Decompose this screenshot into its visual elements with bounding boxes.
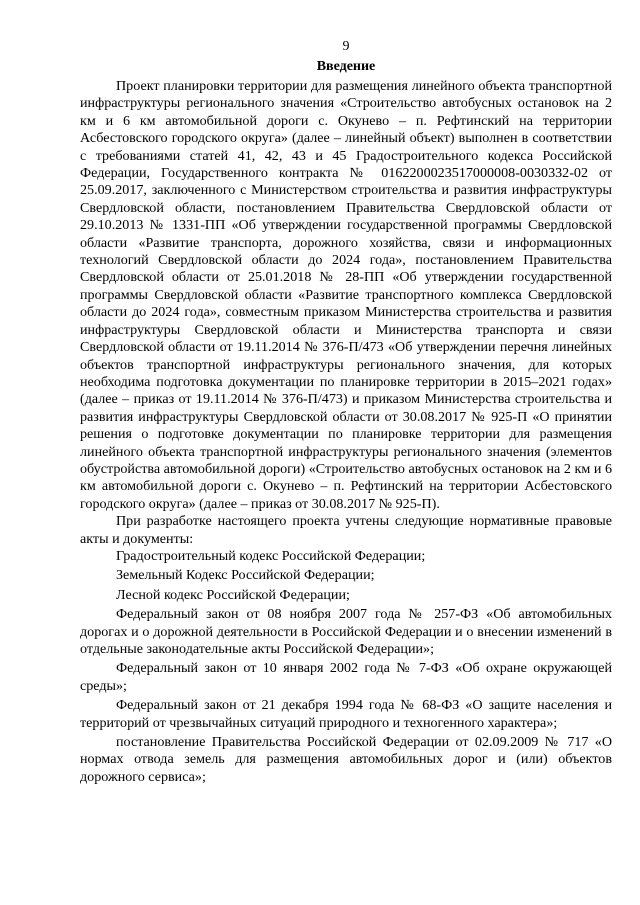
acts-list <box>80 548 612 786</box>
section-heading: Введение <box>316 59 376 74</box>
list-item: Федеральный закон от 10 января 2002 года № 7-ФЗ «Об охране окружающей среды»; <box>80 660 612 694</box>
intro-paragraph: Проект планировки территории для размещения линейного объекта транспортной инфраструктуры регионального значения «Строительство автобусных остановок на 2 км и 6 км автомобильной дороги с. Окунево – п. Рефтинский на территории Асбестовского городского округа» (далее – линейный объект) выполнен в соответствии с требованиями статей 41, 42, 43 и 45 Градостроительного кодекса Российской Федерации, Государственного контракта № 0162200023517000008-0030332-02 от 25.09.2017, заключенного с Министерством строительства и развития инфраструктуры Свердловской области, постановлением Правительства Свердловской области от 29.10.2013 № 1331-ПП «Об утверждении государственной программы Свердловской области «Развитие транспорта, дорожного хозяйства, связи и информационных технологий Свердловской области до 2024 года», постановлением Правительства Свердловской области от 25.01.2018 № 28-ПП «Об утверждении государственной программы Свердловской области «Развитие транспортного комплекса Свердловской области до 2024 года», совместным приказом Министерства строительства и развития инфраструктуры Свердловской области и Министерства транспорта и связи Свердловской области от 19.11.2014 № 376-П/473 «Об утверждении перечня линейных объектов транспортной инфраструктуры регионального значения, для которых необходима подготовка документации по планировке территории в 2015–2021 годах» (далее – приказ от 19.11.2014 № 376-П/473) и приказом Министерства строительства и развития инфраструктуры Свердловской области от 30.08.2017 № 925-П «О принятии решения о подготовке документации по планировке территории для размещения линейного объекта транспортной инфраструктуры регионального значения (элементов обустройства автомобильной дороги) «Строительство автобусных остановок на 2 км и 6 км автомобильной дороги с. Окунево – п. Рефтинский на территории Асбестовского городского округа» (далее – приказ от 30.08.2017 № 925-П). <box>80 78 612 512</box>
list-item: Лесной кодекс Российской Федерации; <box>116 586 350 603</box>
document-page <box>80 38 612 788</box>
list-item: Федеральный закон от 21 декабря 1994 года № 68-ФЗ «О защите населения и территорий от чрезвычайных ситуаций природного и техногенного характера»; <box>80 697 612 731</box>
list-item: Федеральный закон от 08 ноября 2007 года № 257-ФЗ «Об автомобильных дорогах и о дорожной деятельности в Российской Федерации и о внесении изменений в отдельные законодательные акты Российской Федерации»; <box>80 606 612 657</box>
acts-intro-paragraph: При разработке настоящего проекта учтены следующие нормативные правовые акты и документы: <box>80 513 612 547</box>
list-item: Земельный Кодекс Российской Федерации; <box>116 567 375 584</box>
list-item: постановление Правительства Российской Федерации от 02.09.2009 № 717 «О нормах отвода земель для размещения автомобильных дорог и (или) объектов дорожного сервиса»; <box>80 734 612 785</box>
list-item: Градостроительный кодекс Российской Федерации; <box>116 547 426 564</box>
page-number: 9 <box>342 39 350 54</box>
